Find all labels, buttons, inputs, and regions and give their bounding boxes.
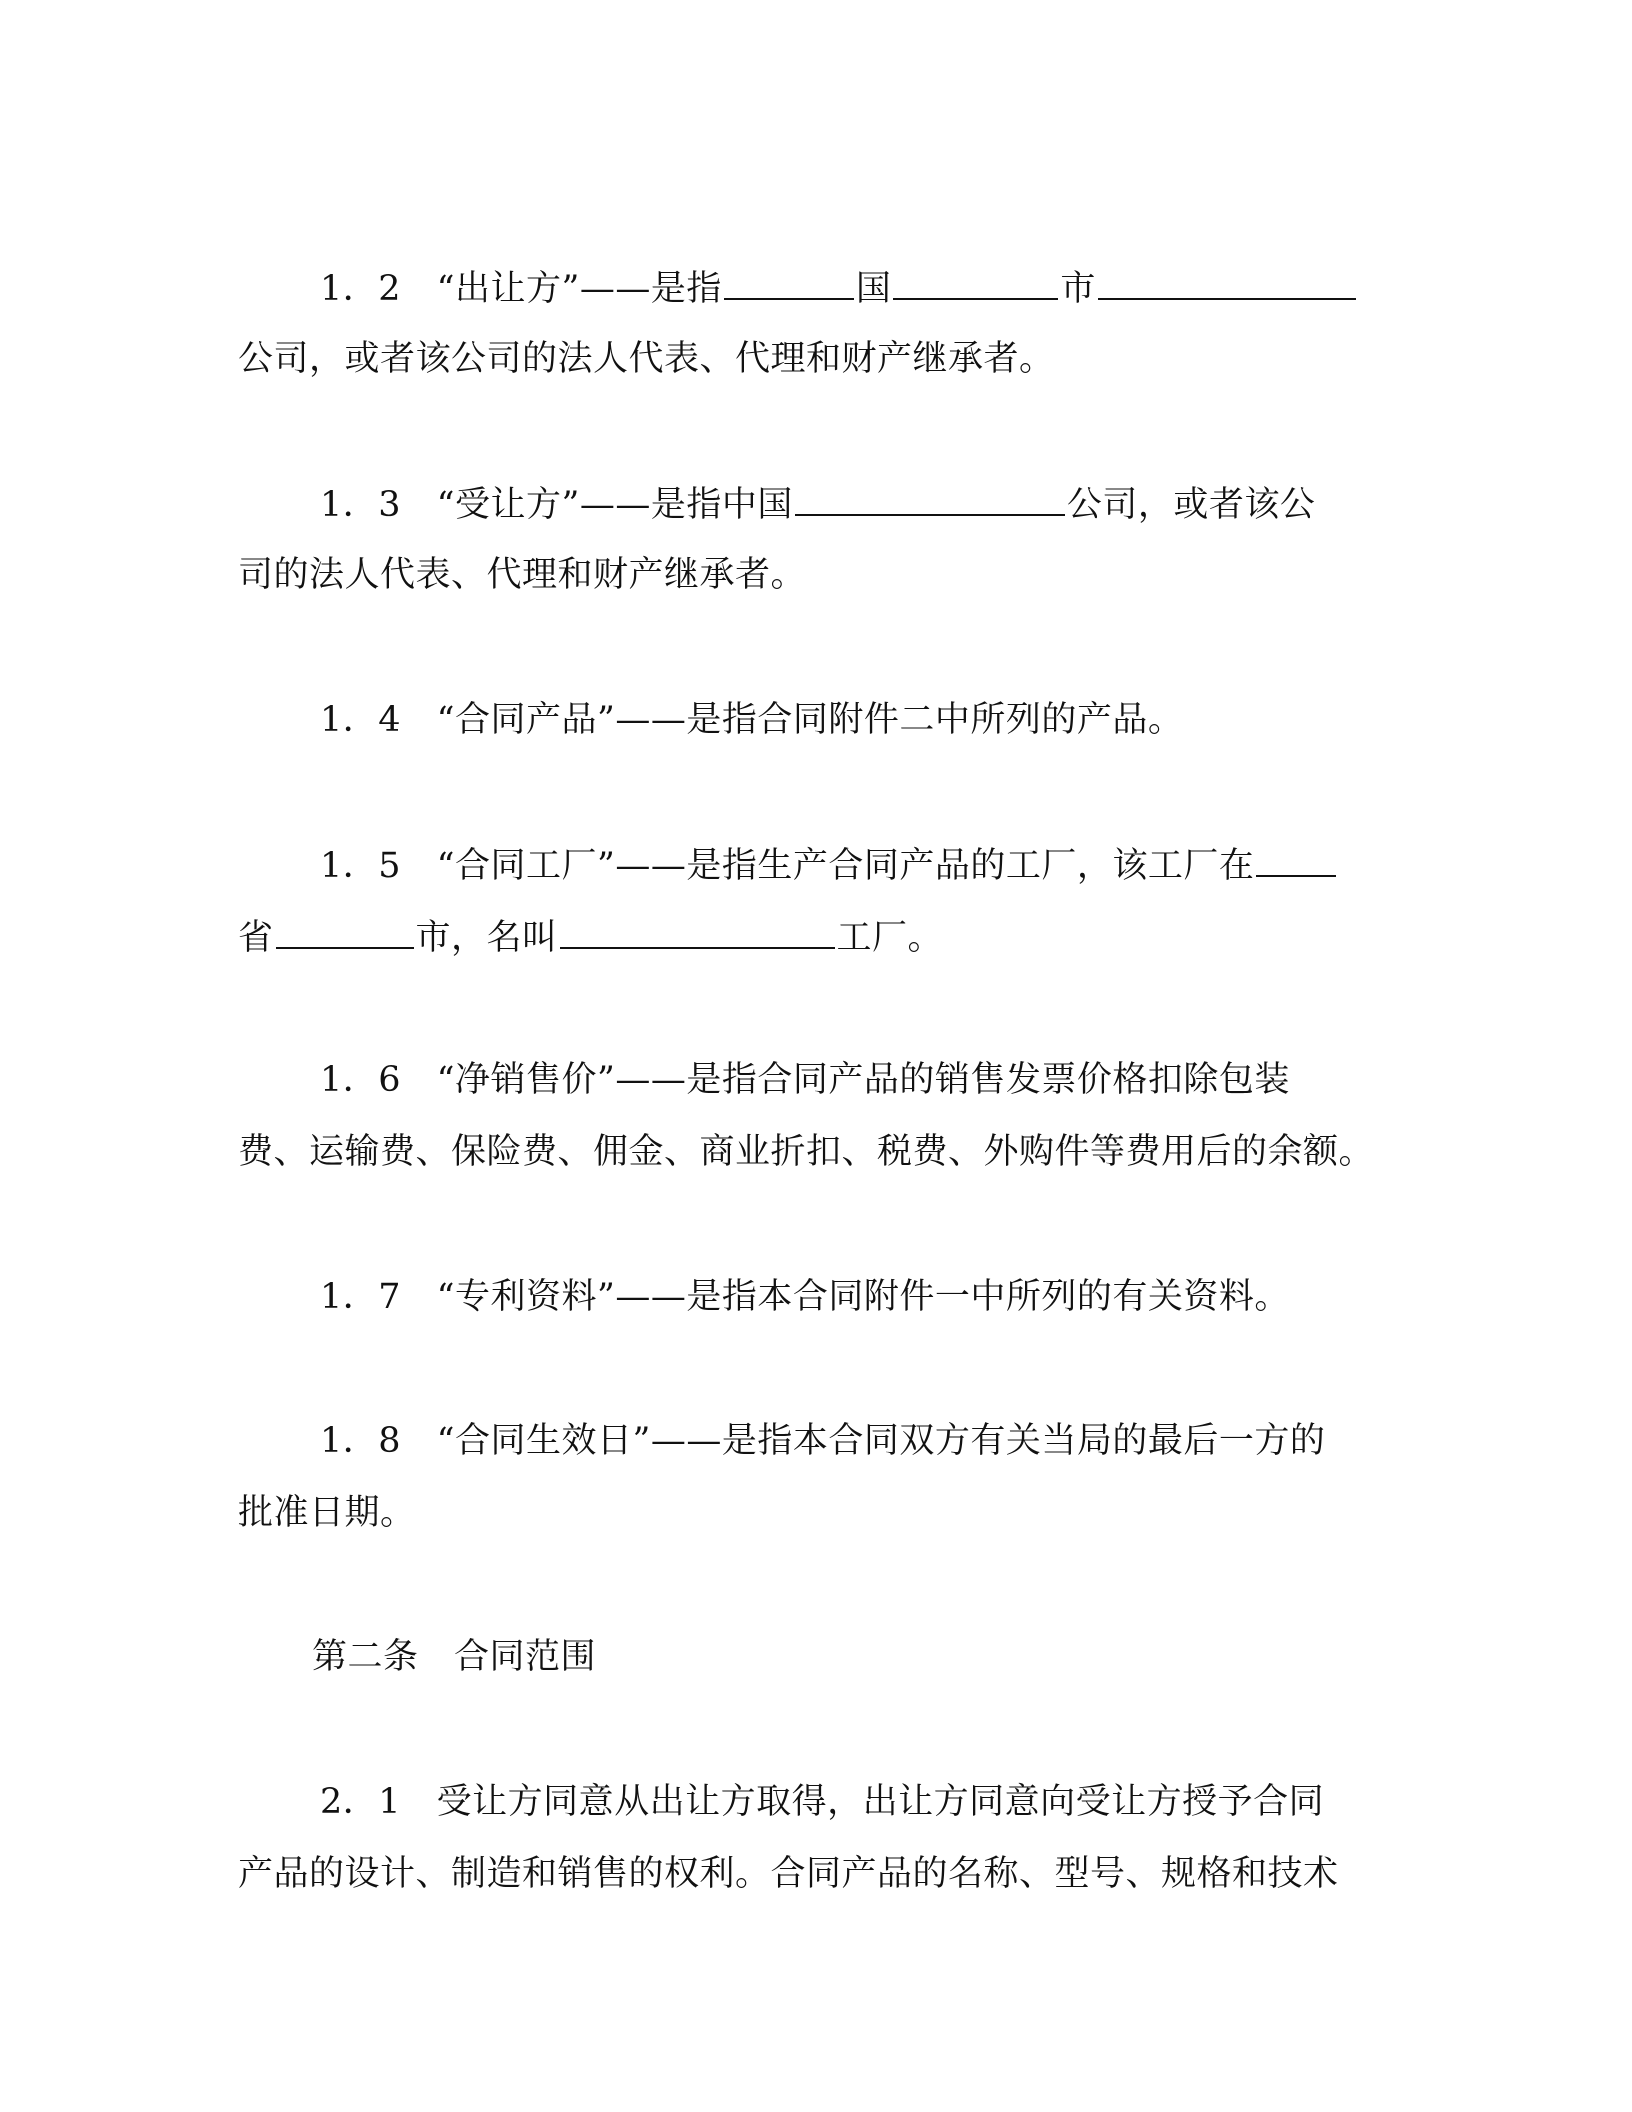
definition-text: ——是指本合同双方有关当局的最后一方的 — [650, 1421, 1326, 1461]
definition-text: ——是指生产合同产品的工厂，该工厂在 — [615, 846, 1255, 886]
clause-1-5-line-2 — [0, 911, 1632, 961]
blank-city[interactable] — [893, 262, 1058, 300]
article-2-heading: 第二条 合同范围 — [312, 1637, 597, 1677]
clause-1-2-line-2: 公司，或者该公司的法人代表、代理和财产继承者。 — [238, 339, 1055, 379]
clause-2-1-line-2: 产品的设计、制造和销售的权利。合同产品的名称、型号、规格和技术 — [238, 1854, 1339, 1894]
definition-text: ——是指合同附件二中所列的产品。 — [615, 700, 1184, 740]
clause-1-8-line-1 — [0, 1416, 1632, 1466]
clause-number: 1．3 — [320, 485, 402, 525]
definition-text: 市 — [1060, 269, 1096, 309]
term: “合同产品” — [436, 700, 616, 740]
clause-2-1-line-1 — [0, 1777, 1632, 1827]
definition-text: 工厂。 — [836, 918, 944, 958]
clause-1-3-line-2: 司的法人代表、代理和财产继承者。 — [238, 555, 807, 595]
clause-1-8-line-2: 批准日期。 — [238, 1493, 416, 1533]
clause-1-7-line-1 — [0, 1272, 1632, 1322]
definition-text: ——是指中国 — [579, 485, 793, 525]
clause-number: 1．2 — [320, 269, 402, 309]
blank-city[interactable] — [276, 911, 414, 949]
definition-text: ——是指 — [579, 269, 722, 309]
blank-country[interactable] — [724, 262, 854, 300]
clause-1-6-line-2: 费、运输费、保险费、佣金、商业折扣、税费、外购件等费用后的余额。 — [238, 1132, 1375, 1172]
term: “受让方” — [436, 485, 580, 525]
clause-1-4-line-1 — [0, 695, 1632, 745]
clause-number: 2．1 — [320, 1782, 402, 1822]
blank-province[interactable] — [1256, 839, 1336, 877]
term: “专利资料” — [436, 1277, 616, 1317]
definition-text: 公司，或者该公 — [1066, 485, 1316, 525]
blank-factory-name[interactable] — [560, 911, 835, 949]
term: “出让方” — [436, 269, 580, 309]
definition-text: 省 — [238, 918, 274, 958]
clause-1-5-line-1 — [0, 839, 1632, 889]
clause-number: 1．7 — [320, 1277, 402, 1317]
clause-1-2-line-1 — [0, 262, 1632, 312]
clause-1-3-line-1 — [0, 478, 1632, 528]
blank-company[interactable] — [1098, 262, 1356, 300]
term: “合同生效日” — [436, 1421, 651, 1461]
blank-company[interactable] — [795, 478, 1065, 516]
definition-text: ——是指本合同附件一中所列的有关资料。 — [615, 1277, 1290, 1317]
term: “合同工厂” — [436, 846, 616, 886]
term: “净销售价” — [436, 1060, 616, 1100]
clause-text: 受让方同意从出让方取得，出让方同意向受让方授予合同 — [436, 1782, 1325, 1822]
definition-text: ——是指合同产品的销售发票价格扣除包装 — [615, 1060, 1290, 1100]
clause-1-6-line-1 — [0, 1055, 1632, 1105]
definition-text: 国 — [855, 269, 892, 309]
definition-text: 市，名叫 — [415, 918, 558, 958]
clause-number: 1．6 — [320, 1060, 402, 1100]
clause-number: 1．4 — [320, 700, 402, 740]
clause-number: 1．8 — [320, 1421, 402, 1461]
clause-number: 1．5 — [320, 846, 402, 886]
